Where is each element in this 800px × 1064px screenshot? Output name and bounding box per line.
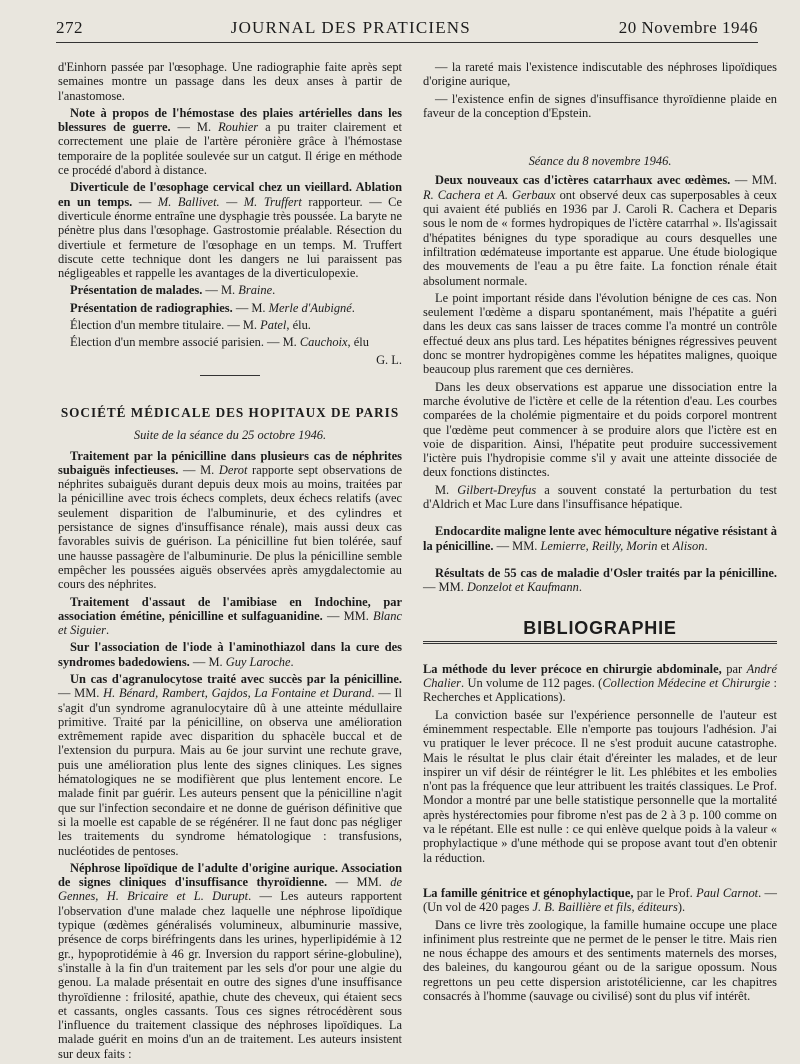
item-author: Merle d'Aubigné xyxy=(268,300,352,315)
bibliography-heading: BIBLIOGRAPHIE xyxy=(523,617,677,638)
article-iode: Sur l'association de l'iode à l'aminothiazol dans la cure des syndromes badedowiens. — M. Guy Laroche. xyxy=(58,640,402,669)
item-malades: Présentation de malades. — M. Braine. xyxy=(70,283,276,298)
paragraph: M. Gilbert-Dreyfus a souvent constaté la perturbation du test d'Aldrich et Mac Lure dans l'insuffisance hépatique. xyxy=(423,482,778,512)
article-text: ont observé deux cas superposables à ceux qui avaient été publiés en 1936 par J. Caroli R. Cachera et Deparis sous le nom de « formes hydropiques de l'ictère catarrhal ». Ils'agissait d'hépatites bénignes du type sporadique au cours desquelles une infiltration œdémateuse importante est apparue. Une étude biologique des mouvements de l'eau a pu être faite. La fonction rénale était absolument normale. xyxy=(423,187,777,288)
article-endocardite: Endocardite maligne lente avec hémoculture négative résistant à la pénicilline. — MM. Lemierre, Reilly, Morin et Alison. xyxy=(423,524,777,553)
book-title: La famille génitrice et génophylactique, xyxy=(423,885,634,900)
paragraph: — la rareté mais l'existence indiscutable des néphroses lipoïdiques d'origine aurique, xyxy=(423,60,777,89)
election-titulaire: Élection d'un membre titulaire. — M. Patel, élu. xyxy=(70,318,311,333)
running-head xyxy=(56,14,758,43)
item-author: Braine xyxy=(238,283,273,298)
book-famille: La famille génitrice et génophylactique, par le Prof. Paul Carnot. — (Un vol de 420 pages J. B. Baillière et fils, éditeurs). xyxy=(423,885,777,915)
article-nephrose: Néphrose lipoïdique de l'adulte d'origine aurique. Association de signes cliniques d'insuffisance thyroïdienne. — MM. de Gennes, H. Bricaire et L. Durupt. — Les auteurs rapportent l'observation d'une malade chez laquelle une néphrose lipoïdique typique (œdèmes généralisés volumineux, albuminurie massive, présence de corps biréfringents dans les urines, hyperlipidémie à 12 gr., hypoprotidémie à 46 gr. Inversion du rapport sérine-globuline), s'installe à la fin d'un traitement par les sels d'or pour une algie du genou. La malade présentait en outre des signes d'une insuffisance thyroïdienne : frilosité, apathie, chute des cheveux, qui étaient secs et cassants, ongles cassants. Tous ces signes rétrocédèrent sous l'influence du traitement classique des néphroses lipoïdiques. La malade guérit en moins d'un an de traitement. Les auteurs insistent sur deux faits : xyxy=(58,860,403,1061)
elected-name: Cauchoix xyxy=(299,335,348,350)
article-title: Traitement d'assaut de l'amibiase en Indochine, par association émétine, pénicilline et sulfaguanidine. xyxy=(58,594,402,623)
paragraph: d'Einhorn passée par l'œsophage. Une radiographie faite après sept semaines montre un passage dans les deux anses à partir de l'anastomose. xyxy=(58,60,402,103)
book-lever-precoce: La méthode du lever précoce en chirurgie abdominale, par André Chalier. Un volume de 112 pages. (Collection Médecine et Chirurgie : Recherches et Applications). xyxy=(423,661,777,705)
article-title: Note à propos de l'hémostase des plaies artérielles dans les blessures de guerre. xyxy=(58,105,402,135)
article-text: a pu traiter clairement et correctement une plaie de l'artère péronière grâce à l'hémostase temporaire de la poplitée soulevée sur un catgut. Il érige en méthode ce procédé d'abord à distance. xyxy=(58,120,403,178)
article-text: Les auteurs rapportent l'observation d'une malade chez laquelle une néphrose lipoïdique typique (œdèmes généralisés volumineux, albuminurie massive, présence de corps biréfringents dans les urines, hyperlipidémie à 12 gr., hypoprotidémie à 46 gr. Inversion du rapport sérine-globuline), s'installe à la fin d'un traitement par les sels d'or pour une algie du genou. La malade présentait en outre des signes d'une insuffisance thyroïdienne : frilosité, apathie, chute des cheveux, qui étaient secs et cassants, ongles cassants. Tous ces signes rétrocédèrent sous l'influence du traitement classique des néphroses lipoïdiques. La malade guérit en moins d'un an de traitement. Les auteurs insistent sur deux faits : xyxy=(58,889,403,1061)
article-title: Diverticule de l'œsophage cervical chez un vieillard. Ablation en un temps. xyxy=(58,180,402,209)
bibliography-rule xyxy=(423,641,777,644)
article-author: Gilbert-Dreyfus xyxy=(457,482,537,497)
paragraph: Dans les deux observations est apparue une dissociation entre la marche évolutive de l'ictère et celle de la rétention d'eau. Les courbes comparées de la cholémie pigmentaire et du poids corporel montrent que l'œdème peut commencer à se produire alors que l'ictère est en voie de disparition. Ainsi, l'hépatite peut produire successivement l'ictère puis l'hydropisie comme s'il y avait une atteinte dissociée de deux fonctions distinctes. xyxy=(423,379,777,480)
book-title: La méthode du lever précoce en chirurgie abdominale, xyxy=(423,661,722,676)
book-author: André Chalier xyxy=(423,661,777,691)
article-title: Traitement par la pénicilline dans plusieurs cas de néphrites subaiguës infectieuses. xyxy=(58,448,402,477)
separator-rule xyxy=(200,375,260,376)
article-author: H. Bénard, Rambert, Gajdos, La Fontaine et Durand xyxy=(103,686,372,701)
article-author: Rouhier xyxy=(218,120,259,135)
article-hemostase: Note à propos de l'hémostase des plaies artérielles dans les blessures de guerre. — M. Rouhier a pu traiter clairement et correctement une plaie de l'artère péronière grâce à l'hémostase temporaire de la poplitée soulevée sur un catgut. Il érige en méthode ce procédé d'abord à distance. xyxy=(58,105,403,178)
article-author: R. Cachera et A. Gerbaux xyxy=(423,187,556,202)
article-author: de Gennes, H. Bricaire et L. Durupt xyxy=(58,875,403,904)
article-penicilline: Traitement par la pénicilline dans plusieurs cas de néphrites subaiguës infectieuses. — M. Derot rapporte sept observations de néphrites subaiguës durant depuis deux mois au moins, traitées par la pénicilline avec trois échecs complets, deux échecs relatifs (avec seulement disparition de l'albuminurie, et des cylindres et persistance de signes d'insuffisance rénale), mais aussi deux cas favorables suivis de guérison. La pénicilline fut bien tolérée, sauf une hausse passagère de l'albuminurie. De plus la pénicilline semble empêcher les poussées aiguës observées après amygdalectomie au cours des néphrites. xyxy=(58,448,402,592)
election-associe: Élection d'un membre associé parisien. — M. Cauchoix, élu xyxy=(70,335,369,350)
right-column xyxy=(423,60,777,1006)
article-author: Guy Laroche xyxy=(225,654,291,669)
book-review: Dans ce livre très zoologique, la famille humaine occupe une place infiniment plus restreinte que ne permet de le penser le titre. Mais rien ne nous échappe des amours et des sentiments maternels des morses, des baleines, du kangourou géant ou de la sarigue opossum. Nous regrettons un peu cette dispersion aristotélicienne, car les chapitres consacrés à l'homme (sauvage ou civilisé) sont du plus vif intérêt. xyxy=(423,917,777,1004)
section-title: SOCIÉTÉ MÉDICALE DES HOPITAUX DE PARIS xyxy=(60,404,400,420)
item-radiographies: Présentation de radiographies. — M. Merle d'Aubigné. xyxy=(70,300,355,315)
article-author: M. Ballivet. — M. Truffert xyxy=(157,194,302,209)
article-text: Il s'agit d'un syndrome agranulocytaire dû à une atteinte médullaire primitive. Traité par la pénicilline, on observa une amélioration extrêmement rapide avec disparition du sphacèle buccal et de l'extension du purpura. Mais au 6e jour survint une rechute grave, puis une amélioration plus lente des signes cliniques. Les signes hématologiques ne se modifièrent que plus lentement encore. Le malade finit par guérir. Les auteurs pensent que la pénicilline n'agit que sur l'infection secondaire et ne donne de guérison définitive que si la moelle est capable de se régénérer. Il ne faut donc pas négliger les traitements du syndrome hématologique : transfusions, nucléotides de pentoses. xyxy=(58,686,402,858)
session-heading: Séance du 8 novembre 1946. xyxy=(528,154,672,169)
left-column xyxy=(58,60,402,1064)
page-number: 272 xyxy=(56,18,83,37)
book-author: Paul Carnot xyxy=(696,885,759,900)
journal-title: JOURNAL DES PRATICIENS xyxy=(230,18,471,37)
article-title: Néphrose lipoïdique de l'adulte d'origine aurique. Association de signes cliniques d'insuffisance thyroïdienne. xyxy=(58,860,402,890)
article-text: rapporte sept observations de néphrites subaiguës durant depuis deux mois au moins, traitées par la pénicilline avec trois échecs complets, deux échecs relatifs (avec seulement disparition de l'albuminurie, et des cylindres et persistance de signes d'insuffisance rénale), mais aussi deux cas favorables suivis de guérison. La pénicilline fut bien tolérée, sauf une hausse passagère de l'albuminurie. De plus la pénicilline semble empêcher les poussées aiguës observées après amygdalectomie au cours des néphrites. xyxy=(58,462,402,592)
paragraph: Le point important réside dans l'évolution bénigne de ces cas. Non seulement l'œdème a disparu spontanément, mais l'hépatite a guéri dans les deux cas sans laisser de traces comme l'a montré un contrôle effectué deux ans plus tard. Les hépatites bénignes régressives peuvent donc se montrer hydropigènes comme les hépatites malignes, quoique beaucoup plus rarement que ces dernières. xyxy=(423,290,777,377)
article-text: rapporteur. — Ce diverticule énorme entraîne une dysphagie très poussée. La baryte ne pénètre plus dans l'œsophage. Gastrostomie préalable. Résection du divertiule et fermeture de l'œsophage en un temps. M. Truffert discute cette technique dont les dangers ne lui paraissent pas négligeables et rappelle les avantages de la diverticulopexie. xyxy=(58,194,403,281)
book-publisher: J. B. Baillière et fils, éditeurs xyxy=(532,900,678,915)
issue-date: 20 Novembre 1946 xyxy=(618,18,758,37)
article-author: Alison xyxy=(672,538,705,553)
article-osler: Résultats de 55 cas de maladie d'Osler traités par la pénicilline. — MM. Donzelot et Kaufmann. xyxy=(423,565,777,595)
article-icteres: Deux nouveaux cas d'ictères catarrhaux avec œdèmes. — MM. R. Cachera et A. Gerbaux ont observé deux cas superposables à ceux qui avaient été publiés en 1936 par J. Caroli R. Cachera et Deparis sous le nom de « formes hydropiques de l'ictère catarrhal ». Ils'agissait d'hépatites bénignes du type sporadique au cours desquelles une infiltration œdémateuse importante est apparue. Une étude biologique des mouvements de l'eau a pu être faite. La fonction rénale était absolument normale. xyxy=(423,173,778,288)
article-title: Résultats de 55 cas de maladie d'Osler traités par la pénicilline. xyxy=(435,565,777,580)
article-author: Donzelot et Kaufmann xyxy=(466,580,579,595)
article-diverticule: Diverticule de l'œsophage cervical chez un vieillard. Ablation en un temps. — M. Ballivet. — M. Truffert rapporteur. — Ce diverticule énorme entraîne une dysphagie très poussée. La baryte ne pénètre plus dans l'œsophage. Gastrostomie préalable. Résection du divertiule et fermeture de l'œsophage en un temps. M. Truffert discute cette technique dont les dangers ne lui paraissent pas négligeables et rappelle les avantages de la diverticulopexie. xyxy=(58,180,403,281)
book-review: La conviction basée sur l'expérience personnelle de l'auteur est éminemment respectable. Elle n'emporte pas toujours l'adhésion. J'ai vu pratiquer le lever précoce. Il ne s'est produit aucune catastrophe. Mais le résultat le plus clair était d'éreinter les malades, et de leur inspirer un vif désir de réintégrer le lit. Les phlébites et les embolies n'ont pas la fréquence que leur attribuent les traités classiques. Le Prof. Mondor a montré par une belle statistique personnelle que la mortalité après hystérectomies pour fibrome n'est pas de 2 à 3 p. 100 comme on va le répétant. Elle est nulle : ce qui enlève quelque poids à la valeur « prophylactique » d'une méthode qui se propose avant tout d'en obtenir la réduction. xyxy=(423,707,777,865)
elected-name: Patel xyxy=(260,318,287,333)
article-author: Blanc et Siguier xyxy=(58,608,402,638)
article-title: Sur l'association de l'iode à l'aminothiazol dans la cure des syndromes badedowiens. xyxy=(58,640,402,669)
section-session: Suite de la séance du 25 octobre 1946. xyxy=(133,428,327,443)
item-title: Présentation de radiographies. xyxy=(70,300,233,315)
paragraph: — l'existence enfin de signes d'insuffisance thyroïdienne plaide en faveur de la conception d'Epstein. xyxy=(423,91,777,120)
item-title: Présentation de malades. xyxy=(70,283,203,298)
book-collection: Collection Médecine et Chirurgie xyxy=(602,676,771,691)
article-title: Deux nouveaux cas d'ictères catarrhaux avec œdèmes. xyxy=(435,173,731,188)
article-amibiase: Traitement d'assaut de l'amibiase en Indochine, par association émétine, pénicilline et sulfaguanidine. — MM. Blanc et Siguier. xyxy=(58,594,402,638)
signature: G. L. xyxy=(376,352,402,367)
article-title: Endocardite maligne lente avec hémoculture négative résistant à la pénicilline. xyxy=(423,524,777,553)
article-author: Derot xyxy=(218,462,248,477)
article-author: Lemierre, Reilly, Morin xyxy=(540,538,658,553)
article-agranulocytose: Un cas d'agranulocytose traité avec succès par la pénicilline. — MM. H. Bénard, Rambert, Gajdos, La Fontaine et Durand. — Il s'agit d'un syndrome agranulocytaire dû à une atteinte médullaire primitive. Traité par la pénicilline, on observa une amélioration extrêmement rapide avec disparition du sphacèle buccal et de l'extension du purpura. Mais au 6e jour survint une rechute grave, puis une amélioration plus lente des signes cliniques. Les signes hématologiques ne se modifièrent que plus lentement encore. Le malade finit par guérir. Les auteurs pensent que la pénicilline n'agit que sur l'infection secondaire et ne donne de guérison définitive que si la moelle est capable de se régénérer. Il ne faut donc pas négliger les traitements du syndrome hématologique : transfusions, nucléotides de pentoses. xyxy=(58,671,402,858)
article-title: Un cas d'agranulocytose traité avec succès par la pénicilline. xyxy=(70,671,402,686)
